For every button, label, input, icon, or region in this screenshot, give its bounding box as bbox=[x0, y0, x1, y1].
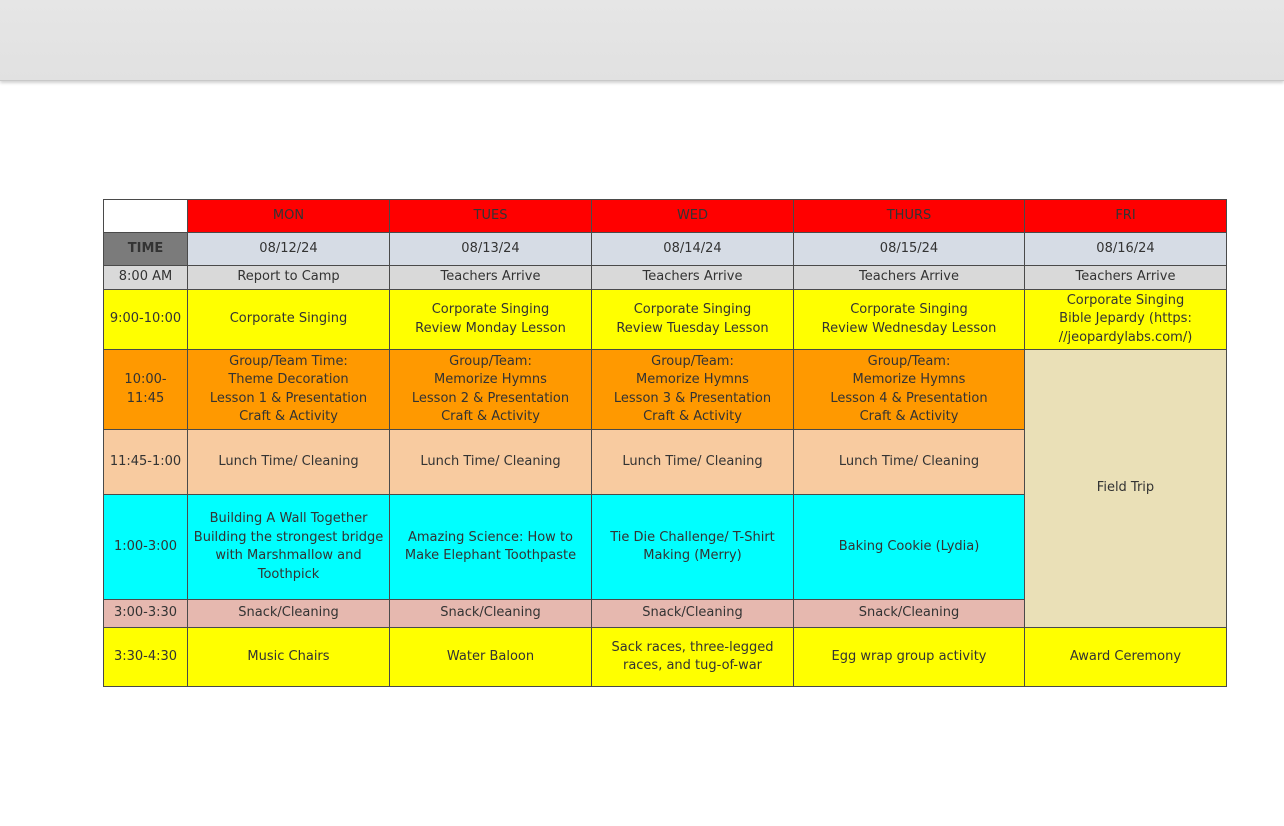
schedule-cell-mon: Music Chairs bbox=[188, 628, 390, 687]
schedule-cell-thurs: Teachers Arrive bbox=[794, 266, 1025, 290]
day-header-row bbox=[104, 200, 1227, 233]
time-header: TIME bbox=[104, 233, 188, 266]
day-header-tues: TUES bbox=[390, 200, 592, 233]
time-slot-cell: 8:00 AM bbox=[104, 266, 188, 290]
schedule-cell-tues: Corporate Singing Review Monday Lesson bbox=[390, 290, 592, 350]
date-thurs: 08/15/24 bbox=[794, 233, 1025, 266]
day-header-mon: MON bbox=[188, 200, 390, 233]
schedule-row-singing bbox=[104, 290, 1227, 350]
schedule-cell-wed: Group/Team: Memorize Hymns Lesson 3 & Presentation Craft & Activity bbox=[592, 350, 794, 430]
day-header-thurs: THURS bbox=[794, 200, 1025, 233]
schedule-cell-mon: Lunch Time/ Cleaning bbox=[188, 430, 390, 495]
schedule-cell-thurs: Baking Cookie (Lydia) bbox=[794, 495, 1025, 600]
schedule-cell-thurs: Corporate Singing Review Wednesday Lesson bbox=[794, 290, 1025, 350]
schedule-cell-fri: Corporate Singing Bible Jepardy (https: //jeopardylabs.com/) bbox=[1025, 290, 1227, 350]
schedule-cell-thurs: Group/Team: Memorize Hymns Lesson 4 & Presentation Craft & Activity bbox=[794, 350, 1025, 430]
schedule-cell-wed: Tie Die Challenge/ T-Shirt Making (Merry) bbox=[592, 495, 794, 600]
schedule-cell-mon: Snack/Cleaning bbox=[188, 600, 390, 628]
schedule-cell-thurs: Snack/Cleaning bbox=[794, 600, 1025, 628]
schedule-cell-thurs: Lunch Time/ Cleaning bbox=[794, 430, 1025, 495]
viewer-toolbar bbox=[0, 0, 1284, 81]
day-header-wed: WED bbox=[592, 200, 794, 233]
schedule-cell-wed: Snack/Cleaning bbox=[592, 600, 794, 628]
schedule-cell-mon: Report to Camp bbox=[188, 266, 390, 290]
date-header-row bbox=[104, 233, 1227, 266]
time-slot-cell: 9:00-10:00 bbox=[104, 290, 188, 350]
date-fri: 08/16/24 bbox=[1025, 233, 1227, 266]
corner-cell bbox=[104, 200, 188, 233]
schedule-cell-tues: Snack/Cleaning bbox=[390, 600, 592, 628]
schedule-cell-mon: Building A Wall Together Building the strongest bridge with Marshmallow and Toothpick bbox=[188, 495, 390, 600]
date-wed: 08/14/24 bbox=[592, 233, 794, 266]
schedule-cell-thurs: Egg wrap group activity bbox=[794, 628, 1025, 687]
date-mon: 08/12/24 bbox=[188, 233, 390, 266]
field-trip-cell: Field Trip bbox=[1025, 350, 1227, 628]
time-slot-cell: 3:00-3:30 bbox=[104, 600, 188, 628]
schedule-row-closing bbox=[104, 628, 1227, 687]
schedule-cell-wed: Lunch Time/ Cleaning bbox=[592, 430, 794, 495]
date-tues: 08/13/24 bbox=[390, 233, 592, 266]
schedule-cell-wed: Teachers Arrive bbox=[592, 266, 794, 290]
time-slot-cell: 11:45-1:00 bbox=[104, 430, 188, 495]
schedule-cell-fri: Teachers Arrive bbox=[1025, 266, 1227, 290]
schedule-cell-tues: Lunch Time/ Cleaning bbox=[390, 430, 592, 495]
schedule-cell-wed: Corporate Singing Review Tuesday Lesson bbox=[592, 290, 794, 350]
schedule-cell-tues: Teachers Arrive bbox=[390, 266, 592, 290]
schedule-cell-mon: Group/Team Time: Theme Decoration Lesson 1 & Presentation Craft & Activity bbox=[188, 350, 390, 430]
time-slot-cell: 1:00-3:00 bbox=[104, 495, 188, 600]
schedule-cell-tues: Amazing Science: How to Make Elephant Toothpaste bbox=[390, 495, 592, 600]
day-header-fri: FRI bbox=[1025, 200, 1227, 233]
schedule-cell-wed: Sack races, three-legged races, and tug-of-war bbox=[592, 628, 794, 687]
schedule-row-group-time bbox=[104, 350, 1227, 430]
time-slot-cell: 3:30-4:30 bbox=[104, 628, 188, 687]
schedule-cell-tues: Water Baloon bbox=[390, 628, 592, 687]
schedule-cell-mon: Corporate Singing bbox=[188, 290, 390, 350]
camp-schedule-table bbox=[103, 199, 1227, 687]
time-slot-cell: 10:00-11:45 bbox=[104, 350, 188, 430]
schedule-cell-tues: Group/Team: Memorize Hymns Lesson 2 & Presentation Craft & Activity bbox=[390, 350, 592, 430]
schedule-row-arrival bbox=[104, 266, 1227, 290]
schedule-cell-fri: Award Ceremony bbox=[1025, 628, 1227, 687]
